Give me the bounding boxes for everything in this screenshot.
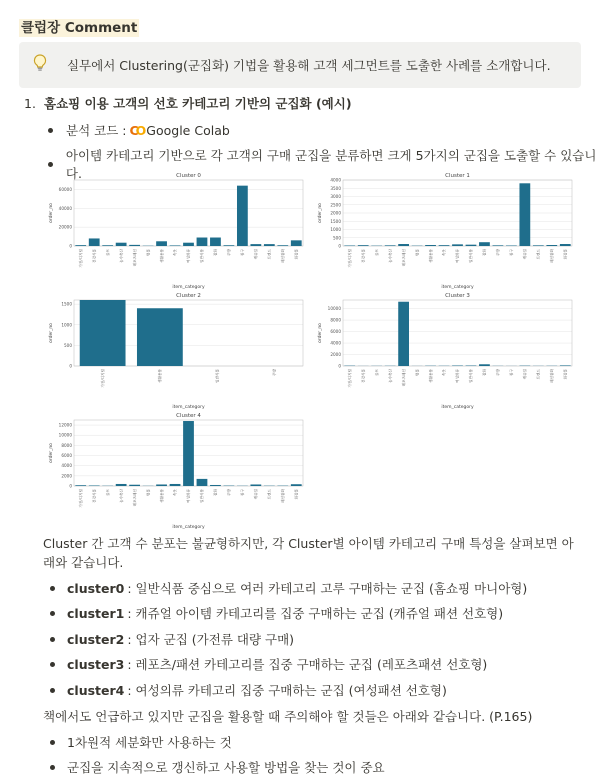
x-tick-label: 화장품	[563, 369, 568, 380]
y-tick-label: 2500	[330, 202, 341, 208]
x-tick-label: 캐쥬얼	[254, 489, 259, 500]
bar	[210, 238, 221, 246]
cluster-name: cluster3	[67, 656, 125, 672]
y-tick-label: 4000	[330, 177, 341, 183]
bar	[560, 244, 571, 246]
x-tick-label: 레포츠패션	[401, 369, 406, 387]
y-tick-label: 500	[64, 342, 72, 348]
cluster-name: cluster0	[67, 580, 125, 596]
x-tick-label: 주방	[227, 489, 232, 496]
y-tick-label: 2000	[330, 352, 341, 358]
bar	[75, 245, 86, 246]
y-tick-label: 500	[333, 235, 341, 241]
y-tick-label: 3000	[330, 194, 341, 199]
y-tick-label: 0	[69, 483, 72, 489]
y-tick-label: 1500	[61, 301, 72, 307]
chart-cluster-4	[44, 410, 308, 530]
y-tick-label: 1500	[330, 218, 341, 224]
bar	[75, 485, 86, 486]
x-tick-label: 가전/디지털	[78, 489, 83, 508]
x-tick-label: 레포츠패션	[132, 249, 137, 267]
bar	[197, 238, 208, 246]
x-tick-label: 건강식품	[361, 249, 366, 263]
cluster-desc: : 캐쥬얼 아이템 카테고리를 집중 구매하는 군집 (캐쥬얼 패션 선호형)	[127, 606, 504, 621]
caution-bullet	[50, 733, 232, 751]
x-tick-label: 생활용품	[428, 249, 433, 263]
bar	[277, 245, 288, 246]
bullet-dot	[50, 611, 55, 616]
x-tick-label: 침구	[240, 249, 245, 256]
bar	[224, 245, 235, 246]
x-tick-label: 트렌드	[536, 369, 541, 380]
x-tick-label: 생활용품	[159, 489, 164, 503]
x-axis-label: item_category	[441, 405, 474, 410]
bar	[210, 485, 221, 486]
ordered-list-item	[24, 94, 352, 112]
y-tick-label: 1000	[61, 322, 72, 328]
bar	[183, 243, 194, 246]
plot-frame	[74, 180, 303, 246]
chart-svg	[313, 290, 577, 410]
y-tick-label: 1000	[330, 227, 341, 232]
x-tick-label: 여성의류	[455, 249, 460, 263]
x-axis-label: item_category	[172, 285, 205, 290]
bar	[80, 300, 126, 366]
y-tick-label: 10000	[327, 306, 341, 312]
y-axis-label: order_no	[49, 323, 54, 343]
bar	[89, 238, 100, 246]
y-tick-label: 2000	[330, 210, 341, 216]
cluster-bullet	[50, 630, 294, 648]
chart-title: Cluster 2	[176, 293, 201, 299]
x-tick-label: 골프	[374, 249, 379, 256]
x-tick-label: 골프	[105, 249, 110, 256]
x-tick-label: 건강식품	[92, 489, 97, 503]
bar	[425, 245, 436, 246]
page-title: 클럽장 Comment	[21, 20, 138, 36]
bar	[452, 244, 463, 246]
bar	[398, 244, 409, 246]
y-tick-label: 0	[338, 243, 341, 249]
y-tick-label: 8000	[61, 442, 72, 448]
x-tick-label: 생활용품	[158, 369, 163, 383]
bar	[560, 365, 571, 366]
x-tick-label: 일반식품	[215, 369, 220, 383]
chart-cluster-3	[313, 290, 577, 410]
colab-link[interactable]: Google Colab	[146, 122, 230, 138]
y-tick-label: 6000	[330, 329, 341, 335]
bar	[170, 245, 181, 246]
bar	[291, 240, 302, 246]
y-tick-label: 8000	[330, 317, 341, 323]
x-tick-label: 잡화	[482, 369, 487, 376]
chart-cluster-0	[44, 170, 308, 290]
x-axis-label: item_category	[172, 525, 205, 530]
x-tick-label: 트렌드	[536, 249, 541, 260]
bullet-dot	[48, 128, 53, 133]
bar	[250, 484, 261, 486]
x-axis-label: item_category	[441, 285, 474, 290]
x-tick-label: 일반식품	[469, 249, 474, 263]
chart-title: Cluster 4	[176, 413, 201, 419]
bar	[291, 484, 302, 486]
bar	[264, 244, 275, 246]
x-tick-label: 패션잡화	[280, 249, 285, 263]
x-tick-label: 일반식품	[200, 249, 205, 263]
y-tick-label: 12000	[58, 422, 72, 428]
chart-svg	[44, 410, 308, 530]
y-tick-label: 40000	[58, 205, 72, 211]
x-tick-label: 여성의류	[186, 249, 191, 263]
x-tick-label: 화장품	[294, 249, 299, 260]
x-tick-label: 농수축산	[119, 489, 124, 503]
x-tick-label: 일반식품	[200, 489, 205, 503]
cluster-bullet	[50, 579, 527, 597]
x-tick-label: 가전/디지털	[78, 249, 83, 268]
chart-cluster-2	[44, 290, 308, 410]
x-tick-label: 패션잡화	[549, 369, 554, 383]
bar	[156, 241, 167, 246]
x-tick-label: 건강식품	[361, 369, 366, 383]
y-tick-label: 2000	[61, 473, 72, 479]
chart-title: Cluster 1	[445, 173, 470, 179]
bar	[533, 245, 544, 246]
bar	[129, 485, 140, 486]
x-tick-label: 골프	[105, 489, 110, 496]
cluster-bullet	[50, 604, 503, 622]
y-tick-label: 10000	[58, 432, 72, 438]
x-axis-label: item_category	[172, 405, 205, 410]
y-axis-label: order_no	[49, 203, 54, 223]
x-tick-label: 주방	[496, 249, 501, 256]
bar	[250, 244, 261, 246]
bar	[439, 245, 450, 246]
bar	[519, 183, 530, 246]
bullet-dot	[50, 586, 55, 591]
x-tick-label: 속옷	[173, 489, 178, 496]
bar	[493, 245, 504, 246]
x-tick-label: 농수축산	[388, 369, 393, 383]
bar	[479, 364, 490, 366]
y-tick-label: 0	[69, 363, 72, 369]
cluster-name: cluster1	[67, 605, 125, 621]
bar	[129, 245, 140, 246]
y-tick-label: 20000	[58, 224, 72, 230]
x-tick-label: 여성의류	[186, 489, 191, 503]
chart-title: Cluster 3	[445, 293, 470, 299]
bar	[358, 245, 369, 246]
bar	[137, 308, 183, 366]
chart-title: Cluster 0	[176, 173, 201, 179]
y-tick-label: 3500	[330, 185, 341, 191]
x-tick-label: 캐쥬얼	[523, 369, 528, 380]
bar	[156, 484, 167, 486]
bar	[398, 302, 409, 366]
x-tick-label: 침구	[240, 489, 245, 496]
y-tick-label: 4000	[61, 463, 72, 469]
x-tick-label: 명품	[146, 489, 151, 496]
x-tick-label: 트렌드	[267, 249, 272, 260]
x-tick-label: 속옷	[442, 249, 447, 256]
x-tick-label: 농수축산	[388, 249, 393, 263]
bullet-dot	[48, 162, 53, 167]
bar	[479, 242, 490, 246]
chart-svg	[44, 290, 308, 410]
x-tick-label: 농수축산	[119, 249, 124, 263]
bar	[237, 186, 248, 246]
list-item-heading: 홈쇼핑 이용 고객의 선호 카테고리 기반의 군집화 (예시)	[44, 96, 352, 111]
x-tick-label: 가전/디지털	[347, 249, 352, 268]
bar	[116, 243, 127, 246]
summary-text: 아이템 카테고리 기반으로 각 고객의 구매 군집을 분류하면 크게 5가지의 군집을 도출할 수 있습니다.	[65, 148, 597, 181]
bar	[102, 245, 113, 246]
x-tick-label: 패션잡화	[280, 489, 285, 503]
cluster-desc: : 업자 군집 (가전류 대량 구매)	[127, 632, 295, 647]
x-tick-label: 화장품	[563, 249, 568, 260]
x-tick-label: 잡화	[482, 249, 487, 256]
x-tick-label: 생활용품	[428, 369, 433, 383]
cluster-summary-paragraph: Cluster 간 고객 수 분포는 불균형하지만, 각 Cluster별 아이템 카테고리 구매 특성을 살펴보면 아래와 같습니다.	[43, 536, 574, 570]
x-tick-label: 레포츠패션	[401, 249, 406, 267]
chart-svg	[313, 170, 577, 290]
x-tick-label: 주방	[272, 369, 277, 376]
x-tick-label: 여성의류	[455, 369, 460, 383]
y-tick-label: 60000	[58, 186, 72, 192]
bullet-dot	[50, 662, 55, 667]
x-tick-label: 주방	[496, 369, 501, 376]
y-tick-label: 0	[69, 243, 72, 249]
lightbulb-icon	[33, 54, 55, 76]
chart-cluster-1	[313, 170, 577, 290]
bar	[183, 421, 194, 486]
x-tick-label: 잡화	[213, 489, 218, 496]
caution-text: 군집을 지속적으로 갱신하고 사용할 방법을 찾는 것이 중요	[67, 760, 385, 775]
bullet-dot	[50, 740, 55, 745]
bar	[197, 479, 208, 486]
cluster-desc: : 여성의류 카테고리 집중 구매하는 군집 (여성패션 선호형)	[127, 683, 447, 698]
bar	[385, 245, 396, 246]
y-tick-label: 0	[338, 363, 341, 369]
x-tick-label: 잡화	[213, 249, 218, 256]
x-tick-label: 가전/디지털	[100, 369, 105, 388]
x-tick-label: 가전/디지털	[347, 369, 352, 388]
y-tick-label: 6000	[61, 453, 72, 459]
x-tick-label: 캐쥬얼	[254, 249, 259, 260]
bar	[546, 245, 557, 246]
caution-paragraph: 책에서도 언급하고 있지만 군집을 활용할 때 주의해야 할 것들은 아래와 같습니다. (P.165)	[43, 709, 533, 724]
x-tick-label: 침구	[509, 249, 514, 256]
bullet-dot	[50, 765, 55, 770]
x-tick-label: 건강식품	[92, 249, 97, 263]
cluster-desc: : 일반식품 중심으로 여러 카테고리 고루 구매하는 군집 (홈쇼핑 마니아형)	[127, 581, 528, 596]
x-tick-label: 일반식품	[469, 369, 474, 383]
x-tick-label: 주방	[227, 249, 232, 256]
cluster-bullet	[50, 681, 447, 699]
x-tick-label: 명품	[415, 249, 420, 256]
plot-frame	[343, 300, 572, 366]
y-tick-label: 4000	[330, 340, 341, 346]
y-axis-label: order_no	[49, 443, 54, 463]
callout-text: 실무에서 Clustering(군집화) 기법을 활용해 고객 세그먼트를 도출한 사례를 소개합니다.	[67, 58, 551, 73]
x-tick-label: 화장품	[294, 489, 299, 500]
x-tick-label: 트렌드	[267, 489, 272, 500]
x-tick-label: 골프	[374, 369, 379, 376]
x-tick-label: 생활용품	[159, 249, 164, 263]
code-label: 분석 코드 :	[66, 123, 127, 138]
x-tick-label: 레포츠패션	[132, 489, 137, 507]
bar	[466, 245, 477, 246]
x-tick-label: 패션잡화	[549, 249, 554, 263]
x-tick-label: 속옷	[173, 249, 178, 256]
colab-icon: CO	[129, 122, 144, 138]
y-axis-label: order_no	[318, 203, 323, 223]
bar	[170, 484, 181, 486]
bar	[116, 484, 127, 486]
code-bullet	[48, 121, 230, 139]
bullet-dot	[50, 688, 55, 693]
list-number: 1.	[24, 96, 36, 111]
bullet-dot	[50, 637, 55, 642]
cluster-bullet	[50, 655, 487, 673]
bar	[89, 485, 100, 486]
y-axis-label: order_no	[318, 323, 323, 343]
cluster-name: cluster2	[67, 631, 125, 647]
caution-bullet	[50, 758, 385, 776]
x-tick-label: 명품	[146, 249, 151, 256]
x-tick-label: 캐쥬얼	[523, 249, 528, 260]
chart-svg	[44, 170, 308, 290]
cluster-desc: : 레포츠/패션 카테고리를 집중 구매하는 군집 (레포츠패션 선호형)	[127, 657, 488, 672]
x-tick-label: 속옷	[442, 369, 447, 376]
cluster-name: cluster4	[67, 682, 125, 698]
x-tick-label: 침구	[509, 369, 514, 376]
caution-text: 1차원적 세분화만 사용하는 것	[67, 735, 232, 750]
x-tick-label: 명품	[415, 369, 420, 376]
callout	[19, 42, 581, 88]
